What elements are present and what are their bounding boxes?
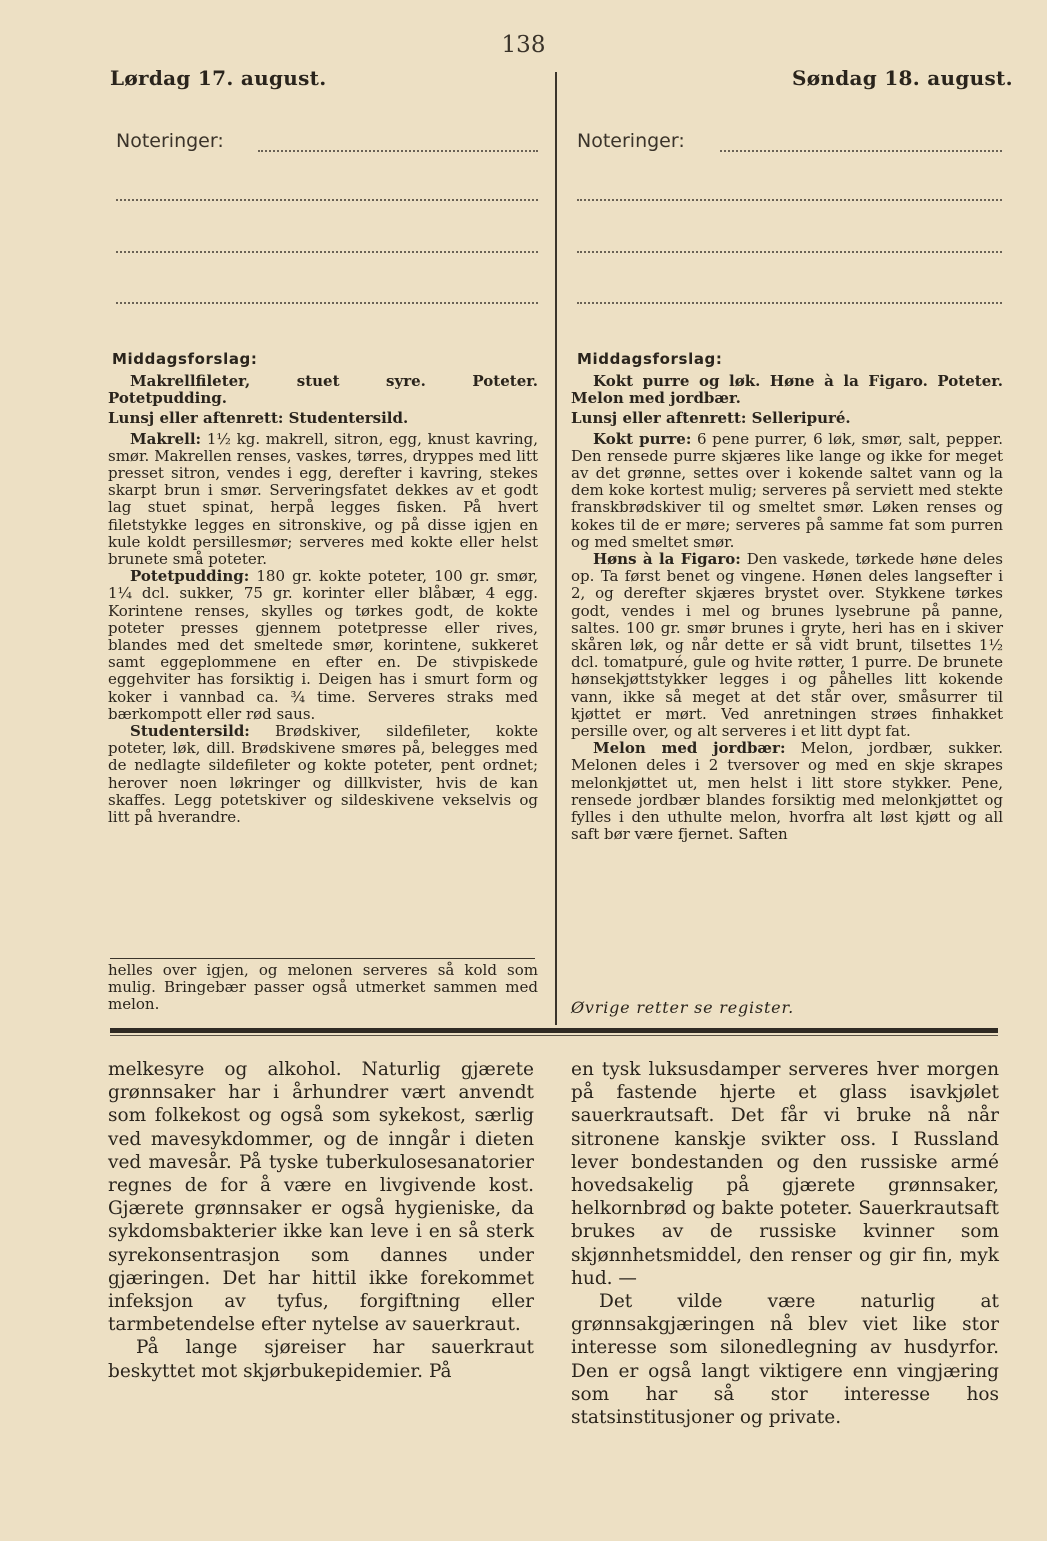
article-paragraph: Det vilde være naturlig at grønnsakgjæringen nå blev viet like stor interesse som silonedlegning av husdyrfor. Den er også langt viktigere enn vingjæring som har så stor interesse hos statsinstitusjoner og private. — [571, 1291, 999, 1429]
menu-heading-right: Middagsforslag: — [577, 350, 723, 368]
article-paragraph: På lange sjøreiser har sauerkraut beskyttet mot skjørbukepidemier. På — [108, 1337, 534, 1382]
recipe-potetpudding: Potetpudding: 180 gr. kokte poteter, 100 gr. smør, 1¼ dcl. sukker, 75 gr. korinter eller blåbær, 4 egg. Korintene renses, skylles og tørkes godt, de kokte poteter presses gjennem potetpresse eller rives, blandes med det smeltede smør, korintene, sukkeret samt eggeplommene en efter en. De stivpiskede eggehviter has forsiktig i. Deigen has i smurt form og koker i vannbad ca. ¾ time. Serveres straks med bærkompott eller rød saus. — [108, 567, 538, 723]
notes-line — [577, 251, 1002, 253]
section-rule — [110, 958, 535, 959]
date-saturday: Lørdag 17. august. — [110, 66, 327, 90]
notes-line — [116, 251, 538, 253]
menu-heading-left: Middagsforslag: — [112, 350, 258, 368]
continuation-text: helles over igjen, og melonen serveres så kold som mulig. Bringebær passer også utmerket sammen med melon. — [108, 961, 538, 1014]
recipe-column-right — [571, 373, 1003, 843]
menu-title: Kokt purre og løk. Høne à la Figaro. Poteter. Melon med jordbær. — [571, 372, 1003, 408]
notes-line — [116, 199, 538, 201]
page-number: 138 — [501, 32, 546, 58]
lunch-title: Lunsj eller aftenrett: Studentersild. — [108, 409, 409, 428]
recipe-kokt-purre: Kokt purre: 6 pene purrer, 6 løk, smør, salt, pepper. Den rensede purre skjæres like lange og ikke for meget av det grønne, settes over i kokende saltet vann og la dem koke kortest mulig; serveres på serviett med stekte franskbrødskiver til og smeltet smør. Løken renses og kokes til de er møre; serveres på samme fat som purren og med smeltet smør. — [571, 429, 1003, 551]
recipe-makrell: Makrell: 1½ kg. makrell, sitron, egg, knust kavring, smør. Makrellen renses, vaskes, tørres, dryppes med litt presset sitron, vendes i egg, derefter i kavring, stekes skarpt brun i smør. Serveringsfatet dekkes av et godt lag stuet spinat, herpå legges fisken. På hvert filetstykke legges en sitronskive, og på disse igjen en kule koldt persillesmør; serveres med kokte eller helst brunete små poteter. — [108, 429, 538, 569]
separator-rule — [110, 1035, 998, 1036]
notes-label-left: Noteringer: — [116, 130, 224, 152]
recipe-studentersild: Studentersild: Brødskiver, sildefileter, kokte poteter, løk, dill. Brødskivene smøres på, belegges med de nedlagte sildefileter og kokte poteter, pent ordnet; herover noen løkringer og dillkvister, hvis de kan skaffes. Legg potetskiver og sildeskivene vekselvis og litt på hverandre. — [108, 722, 538, 827]
recipe-hons-figaro: Høns à la Figaro: Den vaskede, tørkede høne deles op. Ta først benet og vingene. Hønen deles langsefter i 2, og derefter skjæres brystet over. Stykkene tørkes godt, vendes i mel og brunes lysebrune på panne, saltes. 100 gr. smør brunes i gryte, heri has en i skiver skåren løk, og når dette er så vidt brunt, tilsettes 1½ dcl. tomatpuré, gule og hvite røtter, 1 purre. De brunete hønsekjøttstykker legges i og påhelles litt kokende vann, ikke så meget at det står over, småsurrer til kjøttet er mørt. Ved anretningen strøes finhakket persille over, og alt serveres i et litt dypt fat. — [571, 550, 1003, 741]
notes-line — [577, 302, 1002, 304]
article-paragraph: melkesyre og alkohol. Naturlig gjærete grønnsaker har i århundrer vært anvendt som folkekost og også som sykekost, særlig ved mavesykdommer, og de inngår i dieten ved mavesår. På tyske tuberkulosesanatorier regnes de for å være en livgivende kost. Gjærete grønnsaker er også hygieniske, da sykdomsbakterier ikke kan leve i en så sterk syrekonsentrasjon som dannes under gjæringen. Det har hittil ikke forekommet infeksjon av tyfus, forgiftning eller tarmbetendelse efter nytelse av sauerkraut. — [108, 1059, 534, 1336]
register-note: Øvrige retter se register. — [571, 998, 795, 1017]
article-column-left — [108, 1058, 534, 1383]
recipe-column-left — [108, 373, 538, 826]
article-paragraph: en tysk luksusdamper serveres hver morgen på fastende hjerte et glass isavkjølet sauerkrautsaft. Det får vi bruke nå når sitronene kanskje svikter oss. I Russland lever bondestanden og den russiske armé hovedsakelig på gjærete grønnsaker, helkornbrød og bakte poteter. Sauerkrautsaft brukes av de russiske kvinner som skjønnhetsmiddel, den renser og gir fin, myk hud. — — [571, 1059, 999, 1289]
separator-bar — [110, 1028, 998, 1033]
notes-line — [116, 302, 538, 304]
notes-label-right: Noteringer: — [577, 130, 685, 152]
notes-line — [258, 150, 538, 152]
notes-line — [577, 199, 1002, 201]
notes-line — [720, 150, 1002, 152]
column-divider — [555, 72, 557, 1025]
lunch-title: Lunsj eller aftenrett: Selleripuré. — [571, 409, 851, 428]
menu-title: Makrellfileter, stuet syre. Poteter. Potetpudding. — [108, 372, 538, 408]
date-sunday: Søndag 18. august. — [792, 66, 1013, 90]
article-column-right — [571, 1058, 999, 1429]
recipe-melon: Melon med jordbær: Melon, jordbær, sukker. Melonen deles i 2 tversover og med en skje skrapes melonkjøttet ut, men helst i litt store stykker. Pene, rensede jordbær blandes forsiktig med melonkjøttet og fylles i den uthulte melon, hvorfra alt løst kjøtt og all saft bør være fjernet. Saften — [571, 739, 1003, 844]
